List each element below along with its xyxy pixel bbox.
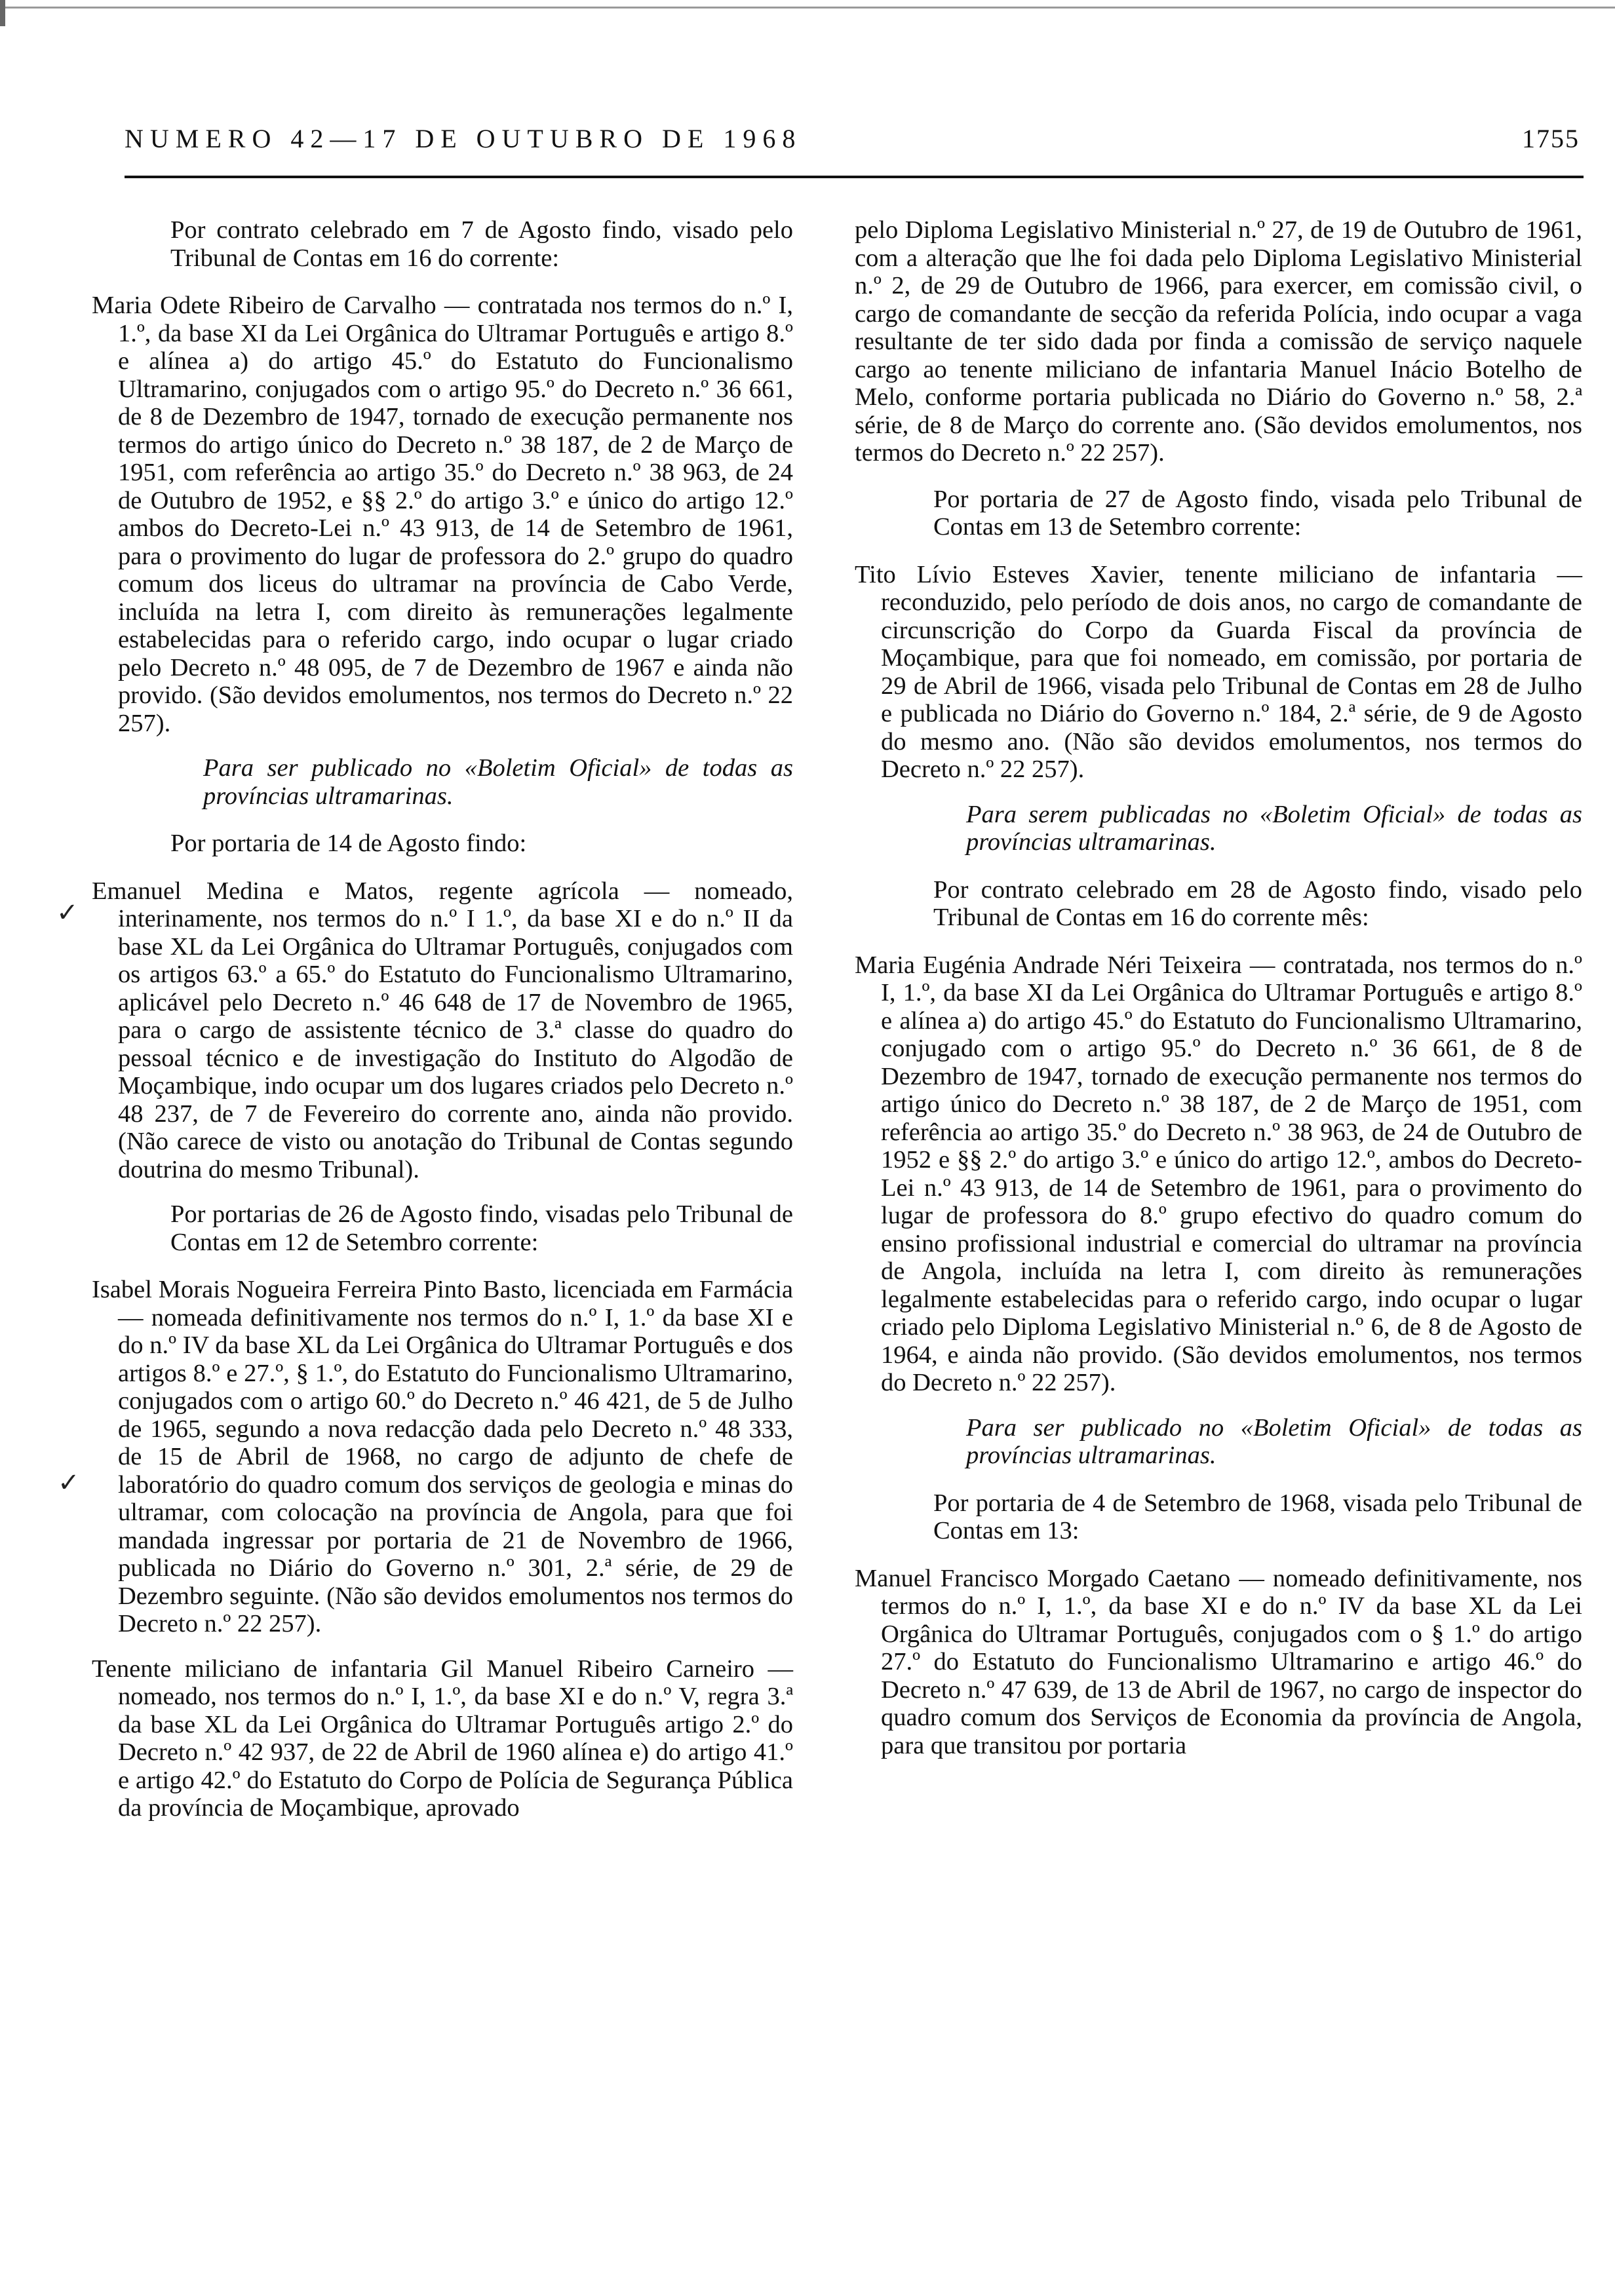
header-rule (125, 176, 1584, 178)
scan-edge-mark (0, 0, 5, 26)
page-number: 1755 (1522, 124, 1580, 153)
paragraph-entry: Maria Eugénia Andrade Néri Teixeira — contratada, nos termos do n.º I, 1.º, da base XI da Lei Orgânica do Ultramar Português e artigo 8.º e alínea a) do artigo 45.º do Estatuto do Funcionalismo Ultramarino, conjugado com o artigo 95.º do Decreto n.º 36 661, de 8 de Dezembro de 1947, tornado de execução permanente nos termos do artigo único do Decreto n.º 38 187, de 2 de Março de 1951, com referência ao artigo 35.º do Decreto n.º 38 963, de 24 de Outubro de 1952 e §§ 2.º do artigo 3.º e único do artigo 12.º, ambos do Decreto-Lei n.º 43 913, de 14 de Setembro de 1961, para o provimento do lugar de professora do 8.º grupo efectivo do quadro comum do ensino profissional industrial e comercial do ultramar na província de Angola, incluída na letra I, com direito às remunerações legalmente estabelecidas para o referido cargo, indo ocupar o lugar criado pelo Diploma Legislativo Ministerial n.º 6, de 8 de Agosto de 1964, e ainda não provido. (São devidos emolumentos, nos termos do Decreto n.º 22 257). (855, 951, 1582, 1396)
paragraph-intro: Por portaria de 4 de Setembro de 1968, visada pelo Tribunal de Contas em 13: (933, 1489, 1582, 1544)
paragraph-continuation: pelo Diploma Legislativo Ministerial n.º 27, de 19 de Outubro de 1961, com a alteração que lhe foi dada pelo Diploma Legislativo Ministerial n.º 2, de 29 de Outubro de 1966, para exercer, em comissão civil, o cargo de comandante de secção da referida Polícia, indo ocupar a vaga resultante de ter sido dada por finda a comissão de serviço naquele cargo ao tenente miliciano de infantaria Manuel Inácio Botelho de Melo, conforme portaria publicada no Diário do Governo n.º 58, 2.ª série, de 8 de Março do corrente ano. (São devidos emolumentos, nos termos do Decreto n.º 22 257). (855, 216, 1582, 467)
paragraph-entry: Tito Lívio Esteves Xavier, tenente miliciano de infantaria — reconduzido, pelo período de dois anos, no cargo de comandante de circunscrição do Corpo da Guarda Fiscal da província de Moçambique, para que foi nomeado, em comissão, por portaria de 29 de Abril de 1966, visada pelo Tribunal de Contas em 28 de Julho e publicada no Diário do Governo n.º 184, 2.ª série, de 9 de Agosto do mesmo ano. (Não são devidos emolumentos, nos termos do Decreto n.º 22 257). (855, 560, 1582, 783)
paragraph-entry: Manuel Francisco Morgado Caetano — nomeado definitivamente, nos termos do n.º I, 1.º, da base XI e do n.º IV da base XL da Lei Orgânica do Ultramar Português, conjugados com o § 1.º do artigo 27.º do Estatuto do Funcionalismo Ultramarino e artigo 46.º do Decreto n.º 47 639, de 13 de Abril de 1967, no cargo de inspector do quadro comum dos Serviços de Economia da província de Angola, para que transitou por portaria (855, 1564, 1582, 1759)
paragraph-intro: Por portaria de 27 de Agosto findo, visada pelo Tribunal de Contas em 13 de Setembro corrente: (933, 485, 1582, 541)
right-column (855, 216, 1582, 1776)
paragraph-intro: Por portarias de 26 de Agosto findo, visadas pelo Tribunal de Contas em 12 de Setembro corrente: (170, 1200, 793, 1256)
publication-note: Para serem publicadas no «Boletim Oficial» de todas as províncias ultramarinas. (966, 800, 1582, 856)
left-column (92, 216, 793, 1839)
paragraph-entry: Emanuel Medina e Matos, regente agrícola — nomeado, interinamente, nos termos do n.º I 1.º, da base XI e do n.º II da base XL da Lei Orgânica do Ultramar Português, conjugados com os artigos 63.º a 65.º do Estatuto do Funcionalismo Ultramarino, aplicável pelo Decreto n.º 46 648 de 17 de Novembro de 1965, para o cargo de assistente técnico de 3.ª classe do quadro do pessoal técnico e de investigação do Instituto do Algodão de Moçambique, indo ocupar um dos lugares criados pelo Decreto n.º 48 237, de 7 de Fevereiro do corrente ano, ainda não provido. (Não carece de visto ou anotação do Tribunal de Contas segundo doutrina do mesmo Tribunal). (92, 877, 793, 1183)
paragraph-intro: Por portaria de 14 de Agosto findo: (170, 830, 527, 857)
paragraph-entry: Isabel Morais Nogueira Ferreira Pinto Basto, licenciada em Farmácia — nomeada definitivamente nos termos do n.º I, 1.º da base XI e do n.º IV da base XL da Lei Orgânica do Ultramar Português e dos artigos 8.º e 27.º, § 1.º, do Estatuto do Funcionalismo Ultramarino, conjugados com o artigo 60.º do Decreto n.º 46 421, de 5 de Julho de 1965, segundo a nova redacção dada pelo Decreto n.º 48 333, de 15 de Abril de 1968, no cargo de adjunto de chefe de laboratório do quadro comum dos serviços de geologia e minas do ultramar, com colocação na província de Angola, para que foi mandada ingressar por portaria de 21 de Novembro de 1966, publicada no Diário do Governo n.º 301, 2.ª série, de 29 de Dezembro seguinte. (Não são devidos emolumentos nos termos do Decreto n.º 22 257). (92, 1276, 793, 1637)
margin-check-mark: ✓ (56, 898, 79, 928)
margin-tick-mark: ✓ (58, 1468, 80, 1498)
page-header (125, 123, 1580, 163)
issue-title: NUMERO 42—17 DE OUTUBRO DE 1968 (125, 124, 802, 153)
scan-edge-line (0, 7, 1615, 9)
publication-note: Para ser publicado no «Boletim Oficial» de todas as províncias ultramarinas. (966, 1413, 1582, 1469)
paragraph-intro: Por contrato celebrado em 7 de Agosto findo, visado pelo Tribunal de Contas em 16 do corrente: (170, 216, 793, 272)
publication-note: Para ser publicado no «Boletim Oficial» de todas as províncias ultramarinas. (203, 754, 793, 810)
paragraph-entry: Maria Odete Ribeiro de Carvalho — contratada nos termos do n.º I, 1.º, da base XI da Lei Orgânica do Ultramar Português e artigo 8.º e alínea a) do artigo 45.º do Estatuto do Funcionalismo Ultramarino, conjugados com o artigo 95.º do Decreto n.º 36 661, de 8 de Dezembro de 1947, tornado de execução permanente nos termos do artigo único do Decreto n.º 38 187, de 2 de Março de 1951, com referência ao artigo 35.º do Decreto n.º 38 963, de 24 de Outubro de 1952, e §§ 2.º do artigo 3.º e único do artigo 12.º ambos do Decreto-Lei n.º 43 913, de 14 de Setembro de 1961, para o provimento do lugar de professora do 2.º grupo do quadro comum dos liceus do ultramar na província de Cabo Verde, incluída na letra I, com direito às remunerações legalmente estabelecidas para o referido cargo, indo ocupar o lugar criado pelo Decreto n.º 48 095, de 7 de Dezembro de 1967 e ainda não provido. (São devidos emolumentos, nos termos do Decreto n.º 22 257). (92, 292, 793, 737)
paragraph-intro: Por contrato celebrado em 28 de Agosto findo, visado pelo Tribunal de Contas em 16 do corrente mês: (933, 875, 1582, 931)
paragraph-entry: Tenente miliciano de infantaria Gil Manuel Ribeiro Carneiro — nomeado, nos termos do n.º I, 1.º, da base XI e do n.º V, regra 3.ª da base XL da Lei Orgânica do Ultramar Português artigo 2.º do Decreto n.º 42 937, de 22 de Abril de 1960 alínea e) do artigo 41.º e artigo 42.º do Estatuto do Corpo de Polícia de Segurança Pública da província de Moçambique, aprovado (92, 1655, 793, 1822)
